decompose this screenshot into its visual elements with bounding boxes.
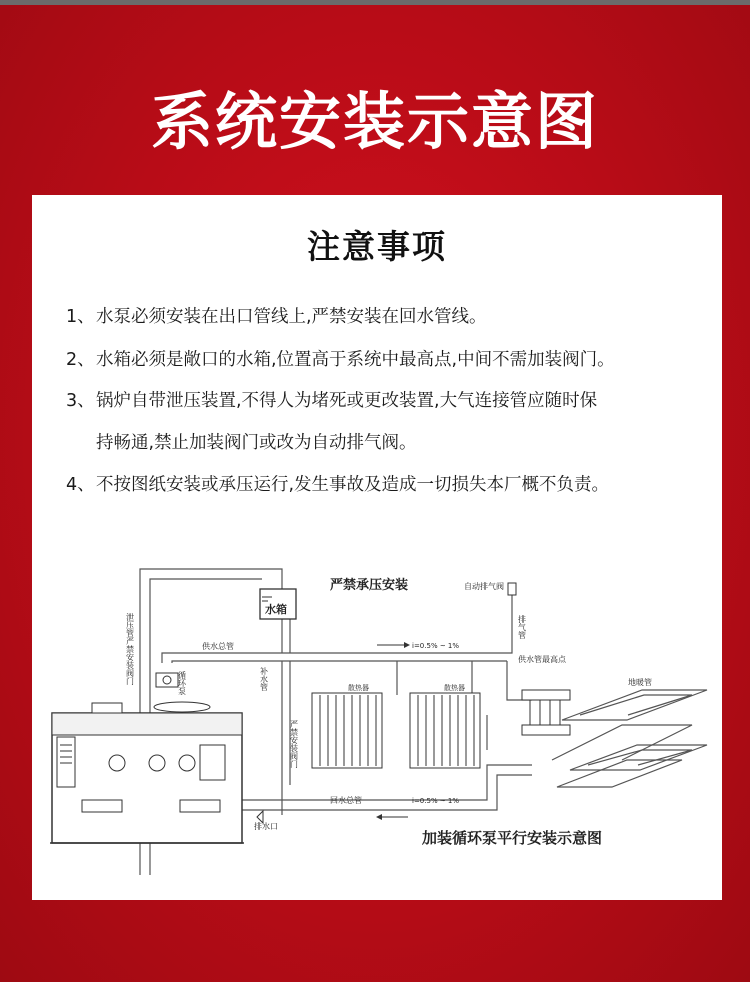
content-card <box>32 195 722 900</box>
auto-vent-valve-label: 自动排气阀 <box>464 582 504 591</box>
radiator-2-label: 散热器 <box>444 684 465 692</box>
radiator-1-label: 散热器 <box>348 684 369 692</box>
notes-heading: 注意事项 <box>307 227 447 266</box>
vent-valve <box>508 583 516 595</box>
boiler <box>50 702 244 843</box>
note-number: 2、 <box>66 350 95 370</box>
slope-arrow-top <box>377 642 410 648</box>
drain-label: 排水口 <box>254 822 278 831</box>
note-item-2 <box>66 346 615 371</box>
note-number: 1、 <box>66 307 95 327</box>
note-number: 3、 <box>66 391 95 411</box>
note-item-1 <box>66 303 487 328</box>
floor-heating-coil <box>552 690 707 787</box>
note-text: 水箱必须是敞口的水箱,位置高于系统中最高点,中间不需加装阀门。 <box>96 350 615 370</box>
no-pressure-label: 严禁承压安装 <box>330 578 409 593</box>
note-item-3 <box>66 387 597 412</box>
page-title: 系统安装示意图 <box>150 85 599 158</box>
slope-top-label: i=0.5% ~ 1% <box>412 642 460 650</box>
note-text: 不按图纸安装或承压运行,发生事故及造成一切损失本厂概不负责。 <box>96 475 610 495</box>
circulation-pump <box>156 673 178 687</box>
note-text: 水泵必须安装在出口管线上,严禁安装在回水管线。 <box>96 307 487 327</box>
return-main-pipe <box>242 765 532 800</box>
floor-heating-label: 地暖管 <box>628 678 652 687</box>
circ-pump-label: 循环泵 <box>177 671 187 695</box>
manifold <box>522 690 570 735</box>
diagram-caption: 加装循环泵平行安装示意图 <box>422 829 603 847</box>
installation-diagram <box>32 555 722 900</box>
water-tank <box>260 589 296 619</box>
supply-high-point-label: 供水管最高点 <box>518 655 566 664</box>
note-number: 4、 <box>66 475 95 495</box>
no-valve-label: 严禁安装阀门 <box>289 720 299 768</box>
water-tank-label: 水箱 <box>265 603 287 616</box>
note-text: 锅炉自带泄压装置,不得人为堵死或更改装置,大气连接管应随时保 <box>96 391 598 411</box>
radiator-2 <box>410 693 480 768</box>
supply-main-pipe <box>162 595 512 663</box>
return-main-label: 回水总管 <box>330 796 362 805</box>
makeup-pipe-label: 补水管 <box>259 667 269 691</box>
top-strip <box>0 0 750 5</box>
vent-pipe-label: 排气管 <box>517 615 527 639</box>
note-item-3-continued: 持畅通,禁止加装阀门或改为自动排气阀。 <box>96 433 417 453</box>
relief-pipe-label: 泄压管严禁安装阀门 <box>125 613 135 685</box>
slope-arrow-bottom <box>376 814 408 820</box>
radiator-1 <box>312 693 382 768</box>
supply-main-label: 供水总管 <box>202 642 234 651</box>
slope-bottom-label: i=0.5% ~ 1% <box>412 797 460 805</box>
note-item-4 <box>66 471 609 496</box>
